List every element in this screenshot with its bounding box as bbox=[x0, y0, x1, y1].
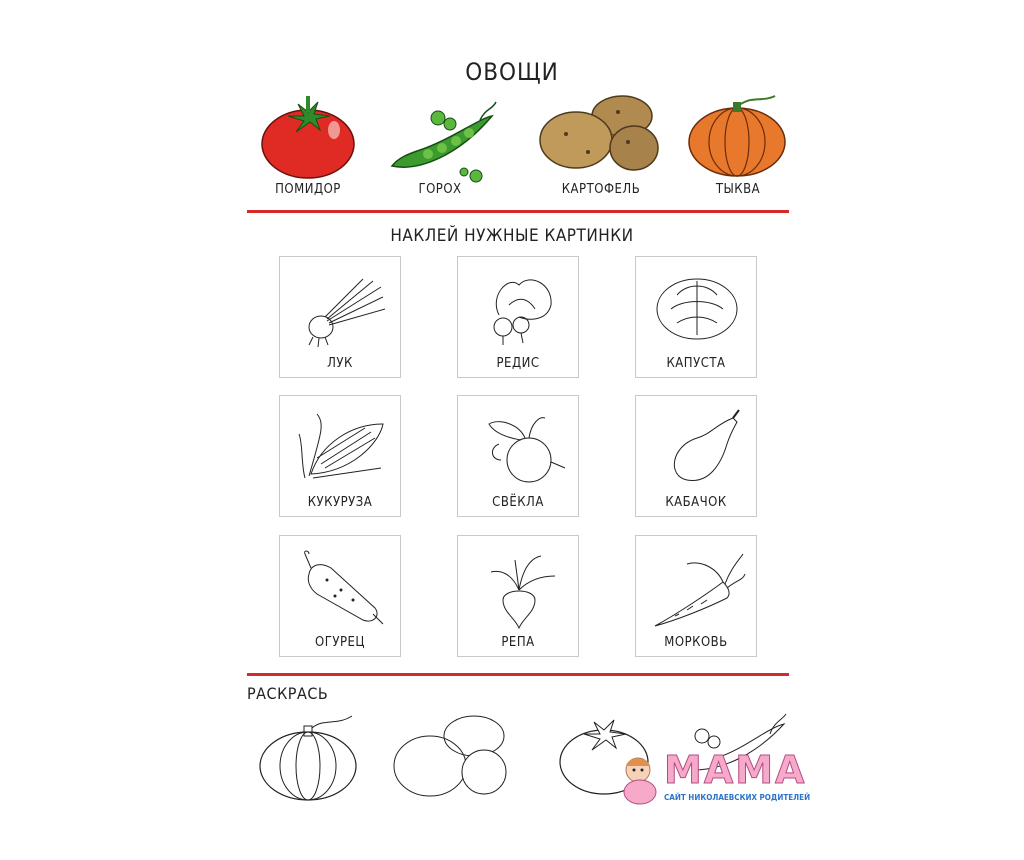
sticker-card-cabbage[interactable] bbox=[635, 256, 757, 378]
card-label: ЛУК bbox=[327, 356, 353, 371]
page-title: ОВОЩИ bbox=[465, 58, 559, 86]
pumpkin-image bbox=[683, 94, 793, 180]
peas-image bbox=[380, 94, 500, 184]
card-label: КАБАЧОК bbox=[665, 495, 727, 510]
card-label: МОРКОВЬ bbox=[664, 635, 728, 650]
veg-pumpkin bbox=[678, 94, 798, 204]
pumpkin-outline[interactable] bbox=[256, 712, 362, 804]
potato-image bbox=[538, 94, 664, 180]
sticker-card-zucchini[interactable] bbox=[635, 395, 757, 517]
watermark-brand: МАМА bbox=[664, 748, 807, 792]
turnip-icon bbox=[469, 544, 569, 634]
card-label: КАПУСТА bbox=[666, 356, 726, 371]
cucumber-icon bbox=[291, 544, 391, 634]
radish-icon bbox=[469, 265, 569, 355]
coloring-section-title: РАСКРАСЬ bbox=[247, 684, 329, 703]
veg-label: ПОМИДОР bbox=[275, 182, 341, 197]
sticker-card-radish[interactable] bbox=[457, 256, 579, 378]
veg-label: ГОРОХ bbox=[418, 182, 462, 197]
watermark-logo bbox=[618, 748, 818, 810]
sticker-card-cucumber[interactable] bbox=[279, 535, 401, 657]
veg-tomato bbox=[248, 94, 368, 204]
zucchini-icon bbox=[647, 404, 747, 494]
card-label: РЕПА bbox=[501, 635, 535, 650]
divider-top bbox=[247, 210, 789, 213]
baby-mascot-icon bbox=[618, 754, 662, 806]
veg-peas bbox=[380, 94, 500, 204]
sticker-card-beet[interactable] bbox=[457, 395, 579, 517]
divider-bottom bbox=[247, 673, 789, 676]
beet-icon bbox=[469, 404, 569, 494]
sticker-card-turnip[interactable] bbox=[457, 535, 579, 657]
card-label: СВЁКЛА bbox=[492, 495, 544, 510]
card-label: РЕДИС bbox=[496, 356, 540, 371]
sticker-card-corn[interactable] bbox=[279, 395, 401, 517]
carrot-icon bbox=[647, 544, 747, 634]
onion-icon bbox=[291, 265, 391, 355]
veg-label: КАРТОФЕЛЬ bbox=[561, 182, 641, 197]
tomato-image bbox=[258, 94, 358, 180]
veg-potato bbox=[536, 94, 666, 204]
card-label: ОГУРЕЦ bbox=[315, 635, 365, 650]
sticker-card-carrot[interactable] bbox=[635, 535, 757, 657]
sticker-card-onion[interactable] bbox=[279, 256, 401, 378]
cabbage-icon bbox=[647, 265, 747, 355]
sticker-section-title: НАКЛЕЙ НУЖНЫЕ КАРТИНКИ bbox=[390, 226, 634, 246]
watermark-tagline: САЙТ НИКОЛАЕВСКИХ РОДИТЕЛЕЙ bbox=[664, 793, 811, 802]
potato-outline[interactable] bbox=[392, 714, 512, 800]
card-label: КУКУРУЗА bbox=[307, 495, 373, 510]
veg-label: ТЫКВА bbox=[715, 182, 761, 197]
corn-icon bbox=[291, 404, 391, 494]
